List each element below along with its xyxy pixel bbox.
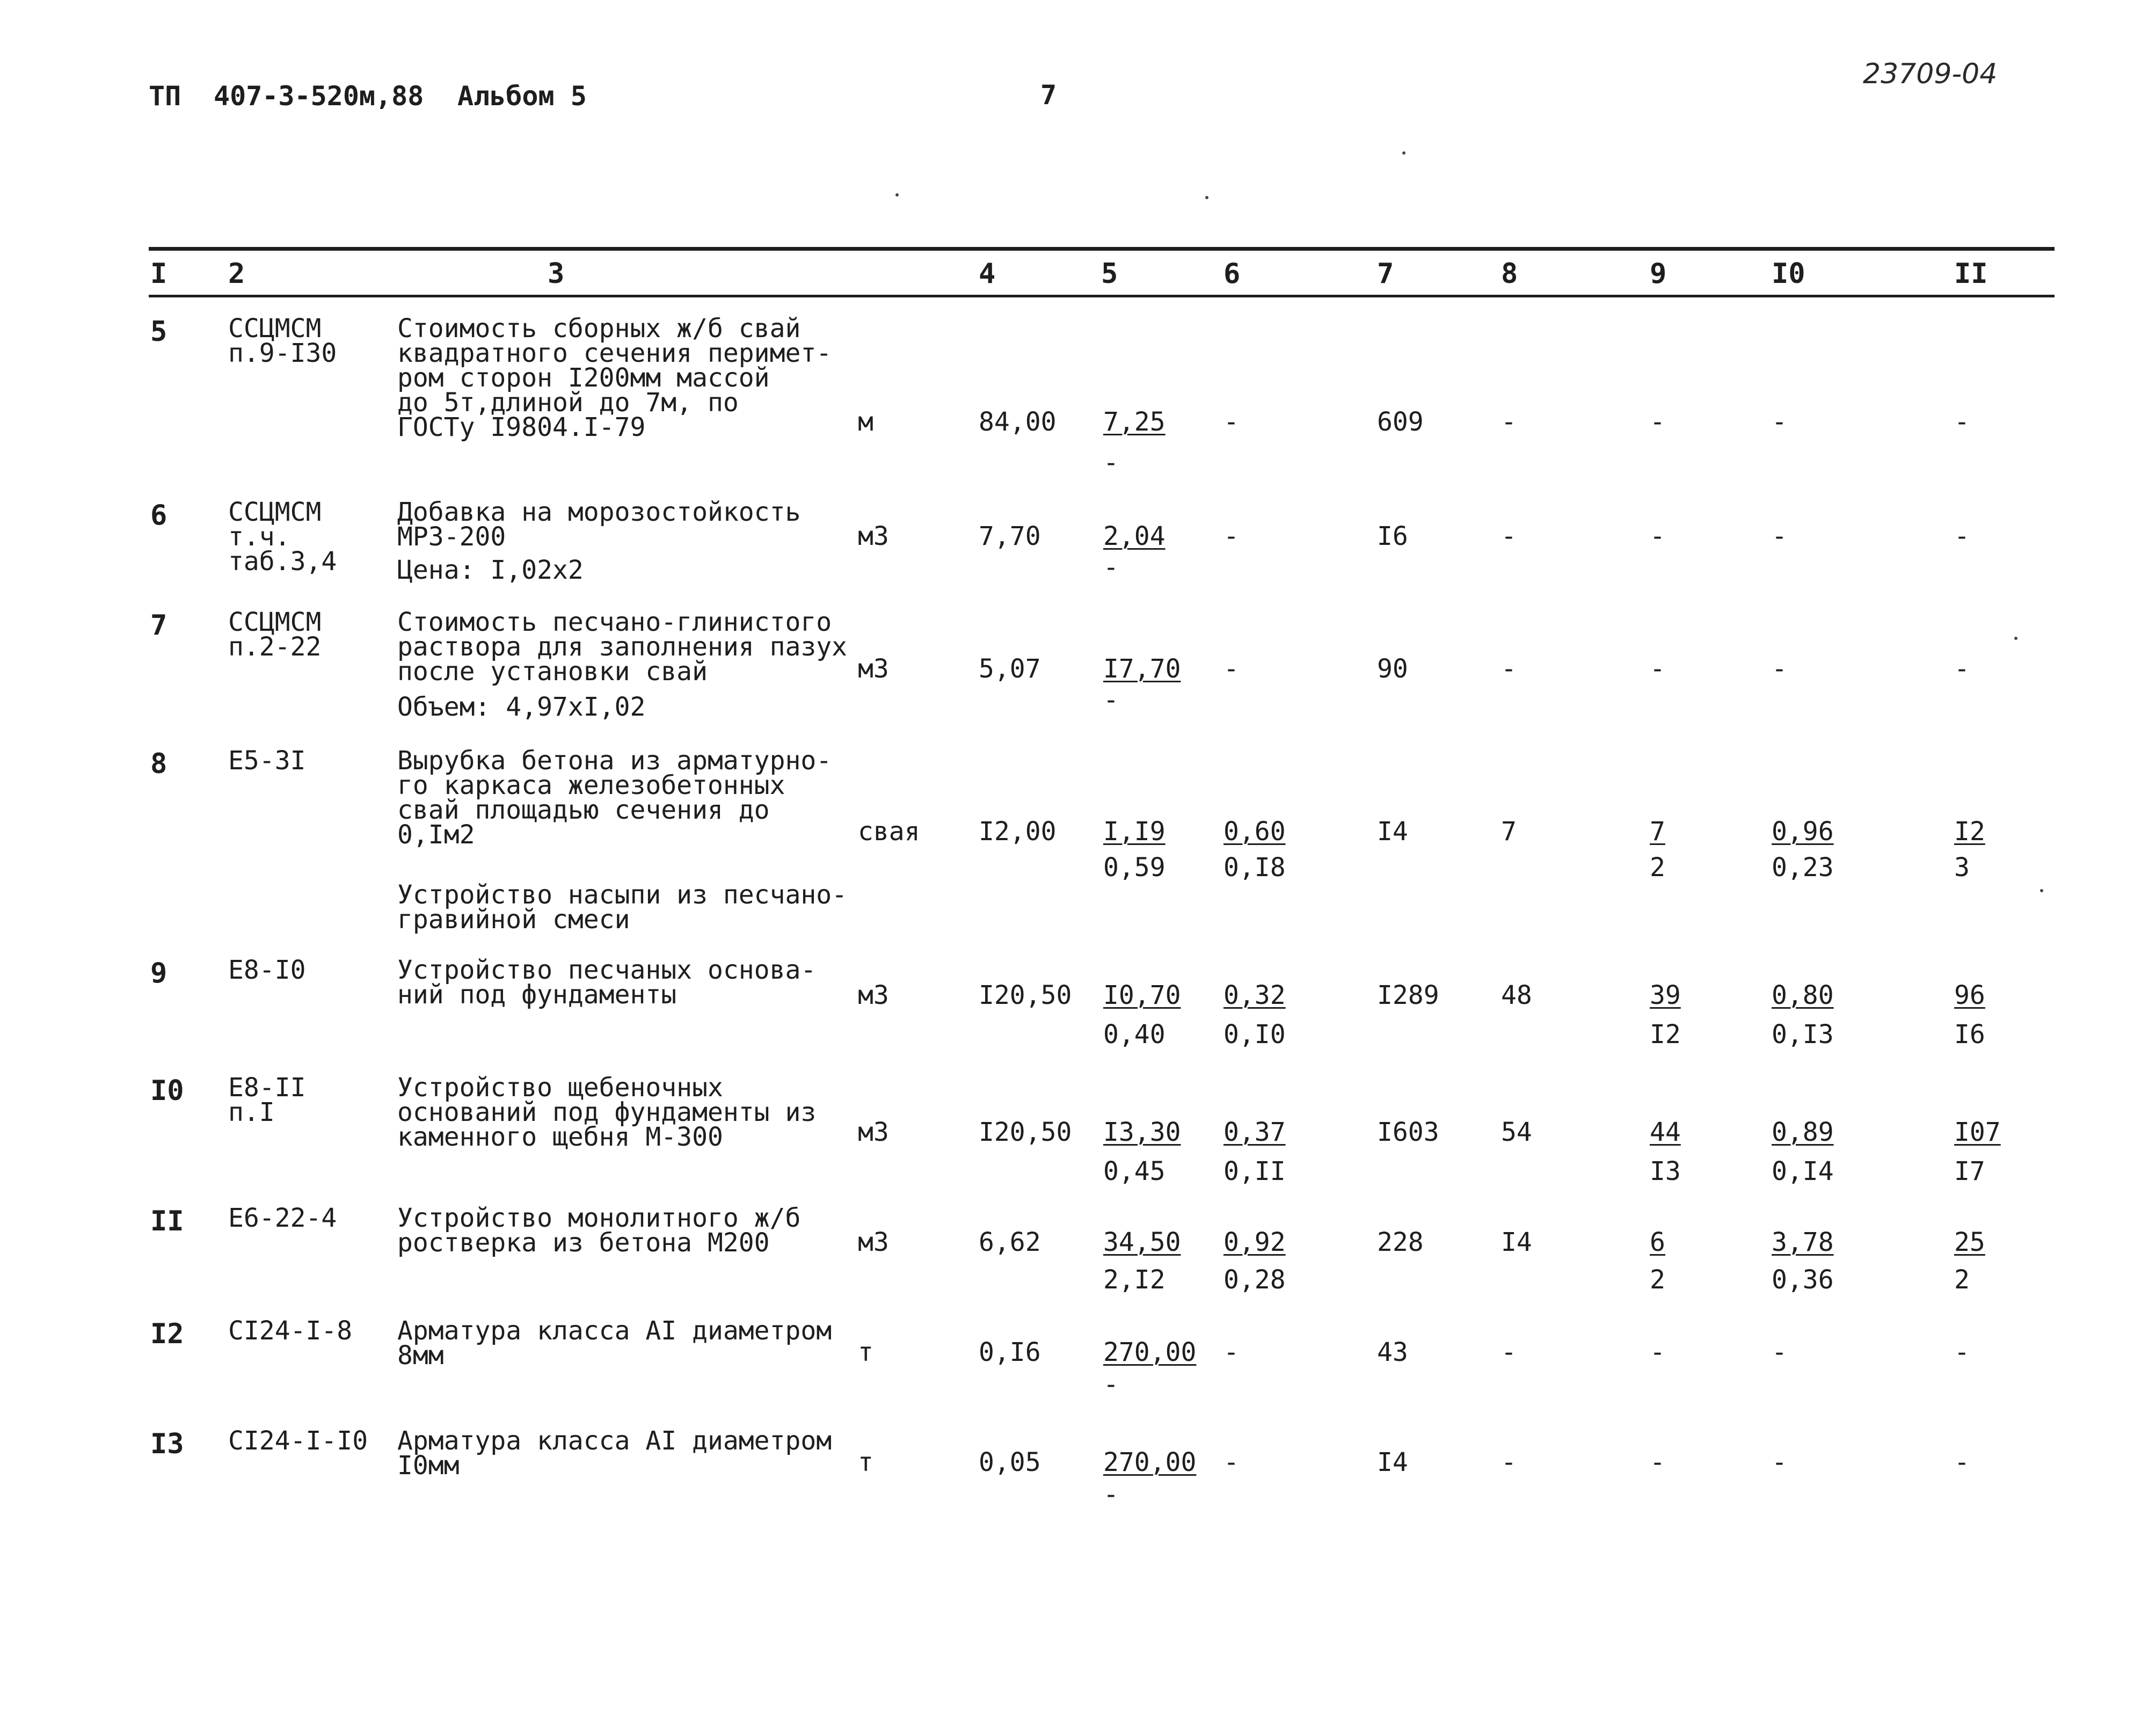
work-description: после установки свай (397, 657, 708, 687)
total-machine-cell: 44 (1650, 1117, 1681, 1147)
work-description: ГОСТу I9804.I-79 (397, 412, 646, 442)
labor-unit-cell: - (1772, 407, 1787, 437)
work-description: Устройство монолитного ж/б (397, 1203, 801, 1233)
total-cost-cell: 90 (1377, 654, 1408, 684)
normative-reference: т.ч. (228, 522, 290, 552)
row-number: I2 (150, 1318, 184, 1350)
work-description: го каркаса железобетонных (397, 770, 785, 800)
work-description: квадратного сечения перимет- (397, 338, 832, 368)
total-machine-wages-cell: 2 (1650, 1265, 1665, 1295)
total-wages-cell: - (1501, 521, 1517, 551)
column-number: 5 (1101, 258, 1118, 290)
machine-cost-cell: - (1223, 407, 1239, 437)
labor-total-cell: - (1954, 1447, 1970, 1477)
work-description: раствора для заполнения пазух (397, 632, 848, 662)
document-code: 407-3-520м,88 (214, 81, 424, 112)
quantity-cell: 0,05 (979, 1447, 1041, 1477)
labor-unit-machine-cell: 0,36 (1772, 1265, 1834, 1295)
unit-cost-cell: I7,70 (1103, 654, 1181, 684)
machine-wages-cell: 0,28 (1223, 1265, 1286, 1295)
column-number: I (150, 258, 167, 290)
calculation-note: Цена: I,02х2 (397, 555, 584, 585)
total-machine-wages-cell: I3 (1650, 1156, 1681, 1186)
row-number: I3 (150, 1428, 184, 1460)
work-description: Вырубка бетона из арматурно- (397, 746, 832, 776)
total-machine-wages-cell: 2 (1650, 853, 1665, 883)
inventory-number: 23709-04 (1863, 58, 1998, 90)
work-description: гравийной смеси (397, 905, 630, 935)
normative-reference: п.9-I30 (228, 338, 337, 368)
normative-reference: п.2-22 (228, 632, 322, 662)
unit-cost-wages-cell: 0,59 (1103, 853, 1166, 883)
quantity-cell: I2,00 (979, 817, 1057, 847)
machine-cost-cell: 0,32 (1223, 980, 1286, 1010)
quantity-cell: I20,50 (979, 980, 1072, 1010)
total-wages-cell: 48 (1501, 980, 1532, 1010)
labor-unit-cell: - (1772, 654, 1787, 684)
labor-unit-cell: - (1772, 1337, 1787, 1367)
work-description: Устройство насыпи из песчано- (397, 880, 848, 910)
work-description: Устройство щебеночных (397, 1073, 723, 1103)
normative-reference: Е5-3I (228, 746, 306, 776)
total-cost-cell: I6 (1377, 521, 1408, 551)
work-description: Устройство песчаных основа- (397, 955, 817, 985)
unit-cost-wages-cell: 0,45 (1103, 1156, 1166, 1186)
machine-cost-cell: 0,92 (1223, 1227, 1286, 1257)
total-machine-cell: - (1650, 654, 1665, 684)
machine-cost-cell: - (1223, 1337, 1239, 1367)
unit-cost-wages-cell: 0,40 (1103, 1019, 1166, 1050)
unit-cell: т (858, 1447, 873, 1477)
labor-total-cell: I07 (1954, 1117, 2001, 1147)
unit-cell: свая (858, 817, 920, 847)
column-number: 3 (548, 258, 565, 290)
column-number: 2 (228, 258, 245, 290)
quantity-cell: 0,I6 (979, 1337, 1041, 1367)
normative-reference: СI24-I-8 (228, 1316, 353, 1346)
work-description: 8мм (397, 1341, 444, 1371)
total-cost-cell: I4 (1377, 1447, 1408, 1477)
labor-total-machine-cell: 2 (1954, 1265, 1970, 1295)
unit-cost-cell: 34,50 (1103, 1227, 1181, 1257)
row-number: 6 (150, 499, 167, 531)
machine-cost-cell: - (1223, 521, 1239, 551)
machine-cost-cell: 0,37 (1223, 1117, 1286, 1147)
page-number: 7 (1040, 79, 1057, 111)
total-machine-cell: - (1650, 1337, 1665, 1367)
machine-wages-cell: 0,I0 (1223, 1019, 1286, 1050)
total-machine-cell: 39 (1650, 980, 1681, 1010)
total-wages-cell: - (1501, 407, 1517, 437)
labor-total-cell: - (1954, 521, 1970, 551)
total-machine-cell: - (1650, 407, 1665, 437)
unit-cost-cell: 270,00 (1103, 1447, 1197, 1477)
total-machine-cell: - (1650, 521, 1665, 551)
labor-total-cell: 96 (1954, 980, 1985, 1010)
unit-cell: м3 (858, 521, 889, 551)
machine-cost-cell: - (1223, 1447, 1239, 1477)
labor-unit-cell: - (1772, 521, 1787, 551)
unit-cell: м3 (858, 1227, 889, 1257)
labor-total-cell: - (1954, 654, 1970, 684)
table-header-rule (149, 295, 2055, 297)
labor-total-machine-cell: I6 (1954, 1019, 1985, 1050)
scan-speck (895, 193, 899, 196)
unit-cost-wages-cell: 2,I2 (1103, 1265, 1166, 1295)
work-description: Арматура класса АI диаметром (397, 1316, 832, 1346)
column-number: 7 (1377, 258, 1394, 290)
unit-cost-wages-cell: - (1103, 685, 1119, 715)
unit-cost-wages-cell: - (1103, 448, 1119, 478)
labor-unit-cell: 0,80 (1772, 980, 1834, 1010)
quantity-cell: 7,70 (979, 521, 1041, 551)
total-wages-cell: 54 (1501, 1117, 1532, 1147)
column-number: 8 (1501, 258, 1518, 290)
unit-cost-cell: 7,25 (1103, 407, 1166, 437)
column-number: 4 (979, 258, 996, 290)
normative-reference: Е6-22-4 (228, 1203, 337, 1233)
work-description: ростверка из бетона М200 (397, 1228, 770, 1258)
row-number: 9 (150, 957, 167, 989)
total-machine-cell: 6 (1650, 1227, 1665, 1257)
work-description: ний под фундаменты (397, 980, 677, 1010)
work-description: I0мм (397, 1451, 460, 1481)
normative-reference: Е8-I0 (228, 955, 306, 985)
unit-cost-cell: I0,70 (1103, 980, 1181, 1010)
total-wages-cell: - (1501, 1447, 1517, 1477)
unit-cost-cell: I,I9 (1103, 817, 1166, 847)
labor-unit-cell: - (1772, 1447, 1787, 1477)
total-cost-cell: I603 (1377, 1117, 1439, 1147)
scan-speck (2040, 889, 2043, 892)
unit-cost-wages-cell: - (1103, 1369, 1119, 1400)
column-number: I0 (1772, 258, 1805, 290)
unit-cell: м3 (858, 1117, 889, 1147)
row-number: I0 (150, 1075, 184, 1107)
row-number: 5 (150, 316, 167, 348)
labor-unit-machine-cell: 0,I4 (1772, 1156, 1834, 1186)
work-description: Арматура класса АI диаметром (397, 1426, 832, 1456)
scan-speck (2014, 637, 2017, 640)
total-cost-cell: I4 (1377, 817, 1408, 847)
work-description: Стоимость песчано-глинистого (397, 607, 832, 637)
labor-total-cell: 25 (1954, 1227, 1985, 1257)
labor-unit-machine-cell: 0,I3 (1772, 1019, 1834, 1050)
work-description: свай площадью сечения до (397, 795, 770, 825)
unit-cell: м3 (858, 654, 889, 684)
normative-reference: СI24-I-I0 (228, 1426, 368, 1456)
work-description: Добавка на морозостойкость (397, 497, 801, 527)
column-number: 6 (1223, 258, 1241, 290)
unit-cost-cell: I3,30 (1103, 1117, 1181, 1147)
quantity-cell: 5,07 (979, 654, 1041, 684)
total-cost-cell: 228 (1377, 1227, 1424, 1257)
table-top-rule (149, 247, 2055, 251)
calculation-note: Объем: 4,97хI,02 (397, 692, 646, 722)
normative-reference: ССЦМСМ (228, 497, 322, 527)
total-machine-cell: 7 (1650, 817, 1665, 847)
labor-unit-cell: 0,89 (1772, 1117, 1834, 1147)
unit-cost-cell: 2,04 (1103, 521, 1166, 551)
labor-total-cell: - (1954, 1337, 1970, 1367)
total-wages-cell: - (1501, 654, 1517, 684)
unit-cost-cell: 270,00 (1103, 1337, 1197, 1367)
row-number: II (150, 1205, 184, 1237)
scan-speck (1402, 151, 1405, 155)
unit-cost-wages-cell: - (1103, 552, 1119, 582)
normative-reference: ССЦМСМ (228, 607, 322, 637)
normative-reference: таб.3,4 (228, 547, 337, 577)
work-description: МРЗ-200 (397, 522, 506, 552)
column-number: 9 (1650, 258, 1667, 290)
total-cost-cell: I289 (1377, 980, 1439, 1010)
labor-unit-cell: 0,96 (1772, 817, 1834, 847)
machine-cost-cell: 0,60 (1223, 817, 1286, 847)
scan-speck (1205, 196, 1208, 199)
quantity-cell: 84,00 (979, 407, 1057, 437)
quantity-cell: I20,50 (979, 1117, 1072, 1147)
unit-cost-wages-cell: - (1103, 1480, 1119, 1510)
quantity-cell: 6,62 (979, 1227, 1041, 1257)
labor-total-cell: I2 (1954, 817, 1985, 847)
row-number: 8 (150, 748, 167, 780)
labor-total-machine-cell: 3 (1954, 853, 1970, 883)
work-description: каменного щебня М-300 (397, 1122, 723, 1152)
work-description: ром сторон I200мм массой (397, 363, 770, 393)
total-cost-cell: 43 (1377, 1337, 1408, 1367)
work-description: оснований под фундаменты из (397, 1097, 817, 1127)
unit-cell: м (858, 407, 873, 437)
unit-cell: м3 (858, 980, 889, 1010)
machine-cost-cell: - (1223, 654, 1239, 684)
labor-total-cell: - (1954, 407, 1970, 437)
work-description: до 5т,длиной до 7м, по (397, 388, 739, 418)
column-number: II (1954, 258, 1988, 290)
work-description: 0,Iм2 (397, 820, 475, 850)
total-cost-cell: 609 (1377, 407, 1424, 437)
machine-wages-cell: 0,I8 (1223, 853, 1286, 883)
work-description: Стоимость сборных ж/б свай (397, 314, 801, 344)
total-wages-cell: 7 (1501, 817, 1517, 847)
total-machine-wages-cell: I2 (1650, 1019, 1681, 1050)
row-number: 7 (150, 609, 167, 642)
normative-reference: Е8-II (228, 1073, 306, 1103)
labor-total-machine-cell: I7 (1954, 1156, 1985, 1186)
album-label: Альбом 5 (457, 81, 587, 112)
normative-reference: п.I (228, 1097, 275, 1127)
labor-unit-machine-cell: 0,23 (1772, 853, 1834, 883)
total-machine-cell: - (1650, 1447, 1665, 1477)
labor-unit-cell: 3,78 (1772, 1227, 1834, 1257)
normative-reference: ССЦМСМ (228, 314, 322, 344)
unit-cell: т (858, 1337, 873, 1367)
total-wages-cell: - (1501, 1337, 1517, 1367)
series-label: ТП (149, 81, 181, 112)
total-wages-cell: I4 (1501, 1227, 1532, 1257)
machine-wages-cell: 0,II (1223, 1156, 1286, 1186)
